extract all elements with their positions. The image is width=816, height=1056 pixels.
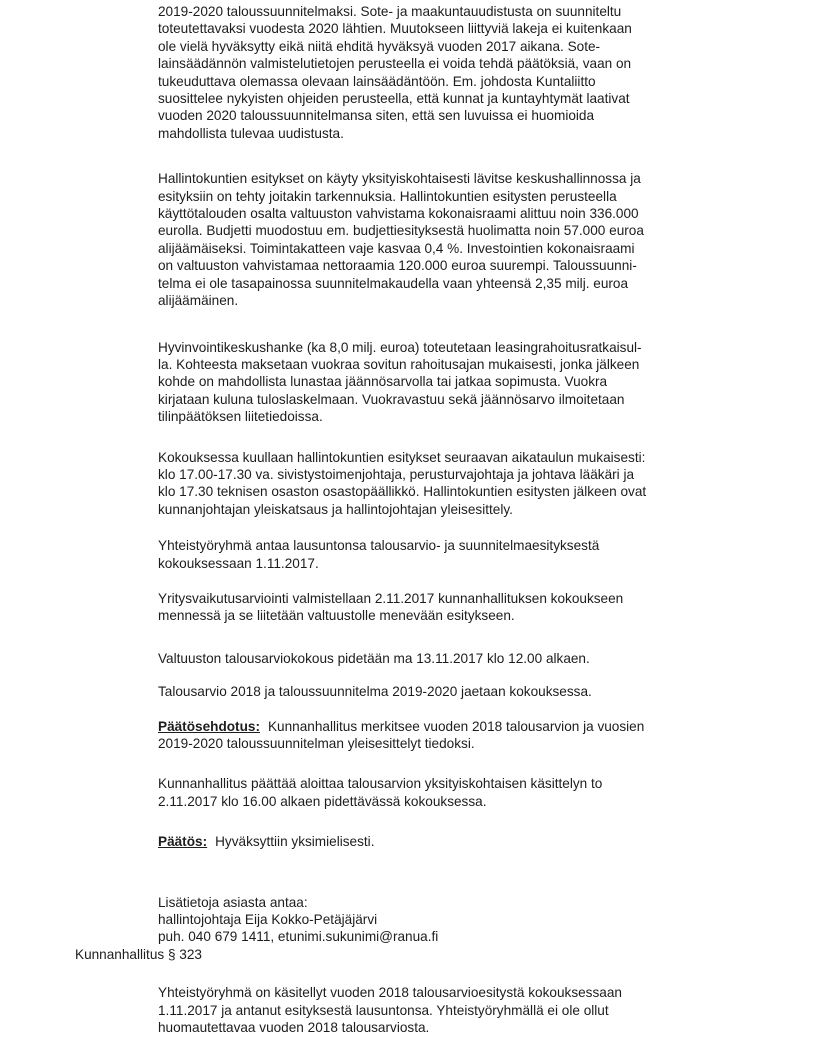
- text-span: Kunnanhallitus merkitsee vuoden 2018 talousarvion ja vuosien: [267, 718, 645, 734]
- text-line: Kokouksessa kuullaan hallintokuntien esitykset seuraavan aikataulun mukaisesti:: [158, 449, 646, 465]
- text-line: Yhteistyöryhmä antaa lausuntonsa talousarvio- ja suunnitelmaesityksestä: [158, 538, 600, 554]
- paragraph: [158, 683, 646, 700]
- text-line: 2019-2020 taloussuunnitelman yleisesittelyt tiedoksi.: [158, 736, 475, 751]
- text-line: Yritysvaikutusarviointi valmistellaan 2.11.2017 kunnanhallituksen kokoukseen: [158, 590, 624, 606]
- paragraph: [158, 650, 646, 667]
- text-line: 1.11.2017 ja antanut esityksestä lausuntonsa. Yhteistyöryhmällä ei ole ollut: [158, 1002, 609, 1018]
- paragraph: [158, 775, 646, 810]
- paragraph: [158, 537, 646, 572]
- document-body: [75, 3, 647, 1036]
- text-line: 2019-2020 taloussuunnitelmaksi. Sote- ja maakuntauudistusta on suunniteltu: [158, 4, 622, 19]
- text-line: Kunnanhallitus päättää aloittaa talousarvion yksityiskohtaisen käsittelyn to: [158, 776, 603, 792]
- text-line: Talousarvio 2018 ja taloussuunnitelma 2019-2020 jaetaan kokouksessa.: [158, 684, 592, 700]
- text-line: kunnanjohtajan yleiskatsaus ja hallintojohtajan yleisesittely.: [158, 501, 513, 517]
- text-line: kirjataan kuluna tuloslaskelmaan. Vuokravastuu sekä jäännösarvo ilmoitetaan: [158, 391, 625, 407]
- text-line: Kunnanhallitus § 323: [75, 946, 202, 962]
- text-line: [158, 833, 646, 850]
- text-line: on valtuuston vahvistamaa nettoraamia 120.000 euroa suurempi. Taloussuunni-: [158, 258, 637, 274]
- paragraph: [158, 590, 646, 625]
- text-line: [158, 718, 646, 735]
- text-line: suosittelee nykyisten ohjeiden perusteella, että kunnat ja kuntayhtymät laativat: [158, 91, 630, 107]
- text-line: 2.11.2017 klo 16.00 alkaen pidettävässä kokouksessa.: [158, 793, 487, 809]
- paragraph: [158, 339, 646, 426]
- text-line: Valtuuston talousarviokokous pidetään ma 13.11.2017 klo 12.00 alkaen.: [158, 650, 590, 666]
- text-line: eurolla. Budjetti muodostuu em. budjettiesityksestä huolimatta noin 57.000 euroa: [158, 223, 644, 239]
- text-line: tilinpäätöksen liitetiedoissa.: [158, 409, 323, 425]
- paragraph: [158, 984, 646, 1036]
- text-line: Hallintokuntien esitykset on käyty yksityiskohtaisesti lävitse keskushallinnossa ja: [158, 171, 641, 187]
- text-span: Hyväksyttiin yksimielisesti.: [215, 834, 375, 850]
- text-line: klo 17.00-17.30 va. sivistystoimenjohtaja, perusturvajohtaja ja johtava lääkäri ja: [158, 466, 635, 482]
- decision-label: Päätösehdotus:: [158, 718, 260, 734]
- paragraph: [158, 170, 646, 309]
- text-line: puh. 040 679 1411, etunimi.sukunimi@ranua.fi: [158, 929, 439, 945]
- text-line: telma ei ole tasapainossa suunnitelmakaudella vaan yhteensä 2,35 milj. euroa: [158, 275, 629, 291]
- section-reference: [75, 946, 646, 963]
- text-line: käyttötalouden osalta valtuuston vahvistama kokonaisraami alittuu noin 336.000: [158, 206, 639, 222]
- text-line: vuoden 2020 taloussuunnitelmansa siten, että sen luvuissa ei huomioida: [158, 108, 595, 124]
- text-line: alijäämäiseksi. Toimintakatteen vaje kasvaa 0,4 %. Investointien kokonaisraami: [158, 240, 635, 256]
- paragraph: [158, 833, 646, 850]
- text-line: kokouksessaan 1.11.2017.: [158, 555, 319, 571]
- text-line: toteutettavaksi vuodesta 2020 lähtien. Muutokseen liittyviä lakeja ei kuitenkaan: [158, 21, 632, 37]
- text-line: la. Kohteesta maksetaan vuokraa sovitun rahoitusajan mukaisesti, jonka jälkeen: [158, 356, 640, 372]
- text-line: mahdollista tulevaa uudistusta.: [158, 125, 344, 141]
- text-line: tukeuduttava olemassa olevaan lainsäädäntöön. Em. johdosta Kuntaliitto: [158, 73, 596, 89]
- text-line: huomautettavaa vuoden 2018 talousarviosta.: [158, 1020, 430, 1036]
- text-line: Lisätietoja asiasta antaa:: [158, 894, 308, 910]
- text-line: ole vielä hyväksytty eikä niitä ehditä hyväksyä vuoden 2017 aikana. Sote-: [158, 38, 601, 54]
- paragraph: [158, 718, 646, 753]
- text-line: klo 17.30 teknisen osaston osastopäällikkö. Hallintokuntien esitysten jälkeen ovat: [158, 484, 647, 500]
- text-line: lainsäädännön valmistelutietojen perusteella ei voida tehdä päätöksiä, vaan on: [158, 56, 632, 72]
- paragraph: [158, 449, 646, 519]
- decision-label: Päätös:: [158, 834, 208, 850]
- contact-info: [158, 894, 646, 946]
- paragraph: [158, 3, 646, 142]
- text-line: kohde on mahdollista lunastaa jäännösarvolla tai jatkaa sopimusta. Vuokra: [158, 374, 608, 390]
- text-line: alijäämäinen.: [158, 293, 239, 309]
- text-line: Yhteistyöryhmä on käsitellyt vuoden 2018 talousarvioesitystä kokouksessaan: [158, 985, 622, 1001]
- text-line: Hyvinvointikeskushanke (ka 8,0 milj. euroa) toteutetaan leasingrahoitusratkaisul-: [158, 339, 642, 355]
- text-line: hallintojohtaja Eija Kokko-Petäjäjärvi: [158, 912, 378, 928]
- text-line: mennessä ja se liitetään valtuustolle menevään esitykseen.: [158, 608, 515, 624]
- text-line: esityksiin on tehty joitakin tarkennuksia. Hallintokuntien esitysten perusteella: [158, 188, 617, 204]
